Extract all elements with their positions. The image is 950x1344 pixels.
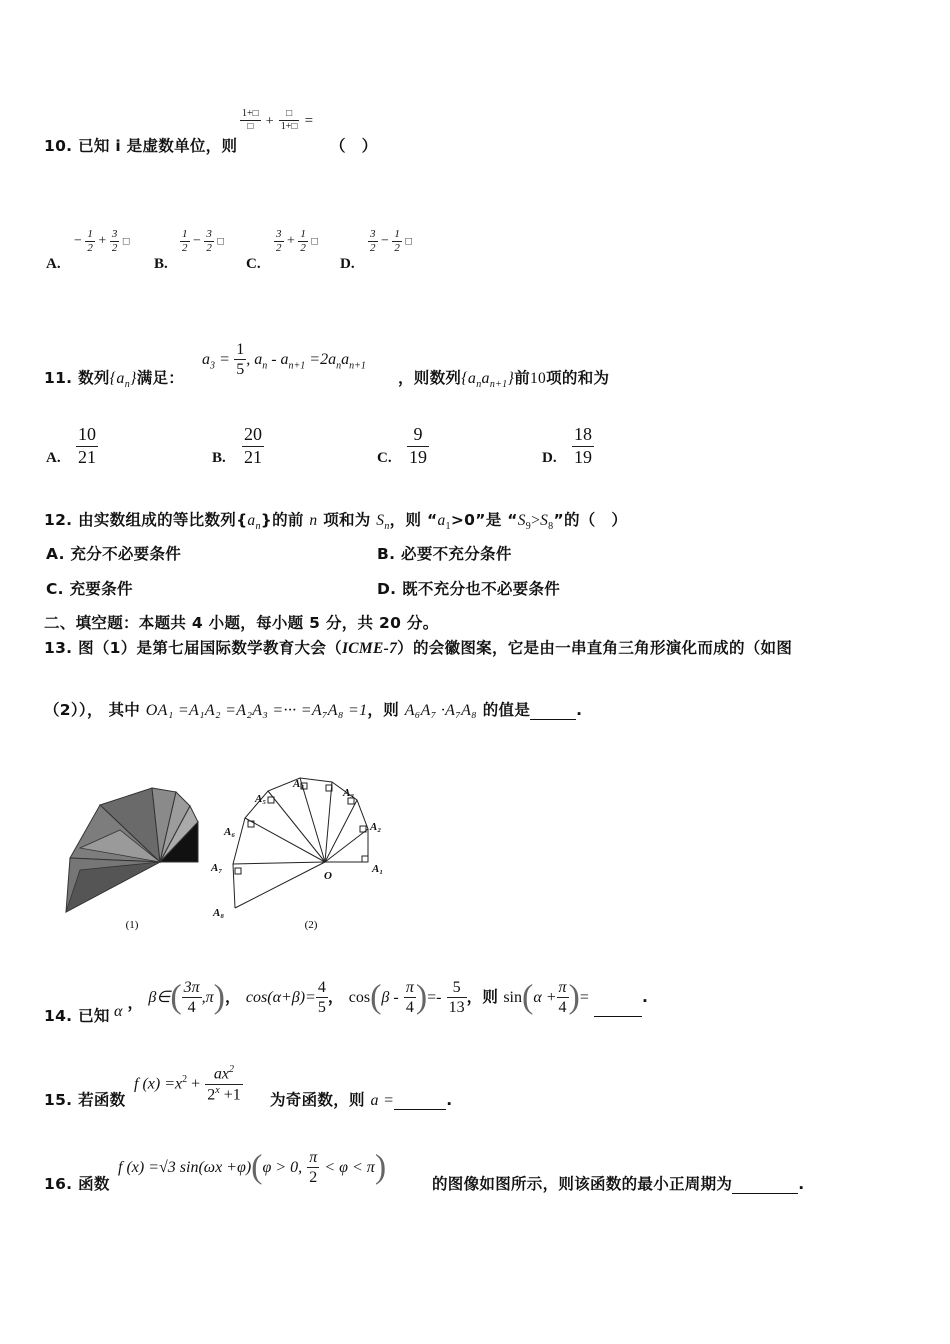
label-a3: A₃ <box>343 787 355 799</box>
q12-option-a[interactable]: A. 充分不必要条件 <box>46 545 182 563</box>
q11-stem-tail: ，则数列$\{a_na_{n+1}\}$前10项的和为 <box>398 369 610 391</box>
spiral-labels <box>210 778 383 919</box>
label-a7: A₇ <box>211 862 223 874</box>
q10-options: A. − $\frac{1}{2}$ + $\frac{3}{2}$ □ B. $\frac{1}{2}$ − $\frac{3}{2}$ □ C. $\frac{3}{2}$ + $\frac{1}{2}$ □ D. $\frac{3}{2}$ − $\frac{1}{2}$ □ <box>46 228 413 272</box>
q13-figure-2 <box>205 768 395 940</box>
q10-expression: $\frac{1+□}{□}$ + $\frac{□}{1+□}$ = <box>242 108 314 132</box>
label-a2: A₂ <box>370 821 382 833</box>
q10-answer-paren: （ ） <box>330 137 378 155</box>
q16-answer-blank[interactable] <box>732 1193 798 1194</box>
q12-option-b[interactable]: B. 必要不充分条件 <box>377 545 512 563</box>
q16-expression: f (x) =√3 sin(ωx +φ)(φ > 0, $\frac{\pi}{2}$ < φ < π) <box>118 1148 387 1187</box>
q11-condition: $a_3$ = $\frac{1}{5}$ , $a_n - a_{n+1} =2a_na_{n+1}$ <box>202 341 366 379</box>
q15-tail: 为奇函数，则 a = . <box>270 1091 453 1109</box>
q13-line1: 13. 图（1）是第七届国际数学教育大会（ICME-7）的会徽图案，它是由一串直角三角形演化而成的（如图 <box>44 639 793 657</box>
q10-stem: 10. 已知 i 是虚数单位，则 <box>44 137 238 155</box>
section-title: 二、填空题：本题共 4 小题，每小题 5 分，共 20 分。 <box>44 614 439 632</box>
q13-dot-product: A₆A₇ ·A₇A₈ <box>404 702 478 719</box>
emblem-fan <box>66 788 198 912</box>
q12-stem: 12. 由实数组成的等比数列$\{a_n\}$的前 n 项和为 $S_n$，则 “$a_1>0$”是 “$S_9>S_8$”的（ ） <box>44 511 628 533</box>
q13-equation: OA₁ =A₁A₂ =A₂A₃ =··· =A₇A₈ =1 <box>145 702 368 719</box>
q13-line2: （2））， 其中 OA₁ =A₁A₂ =A₂A₃ =··· =A₇A₈ =1，则 A₆A₇ ·A₇A₈ 的值是 . <box>44 701 583 719</box>
q12-option-c[interactable]: C. 充要条件 <box>46 580 133 598</box>
q11-stem: 11. 数列$\{a_n\}$满足： <box>44 369 185 391</box>
q14-number: 14. 已知 <box>44 1007 110 1025</box>
figure-2-caption: (2) <box>304 919 318 931</box>
q15-expression: f $(x) =x^2$ + $\frac{ax^2}{2^x +1}$ <box>134 1064 241 1103</box>
q13-answer-blank[interactable] <box>530 719 576 720</box>
label-a4: A₄ <box>293 778 305 790</box>
q14-answer-blank[interactable] <box>594 1016 642 1017</box>
q16-tail: 的图像如图所示，则该函数的最小正周期为 . <box>432 1175 805 1193</box>
label-a5: A₅ <box>255 793 267 805</box>
label-a1: A₁ <box>372 863 384 875</box>
label-a6: A₆ <box>224 826 236 838</box>
q12-option-d[interactable]: D. 既不充分也不必要条件 <box>377 580 561 598</box>
q13-figure-1 <box>60 770 210 940</box>
q15-answer-blank[interactable] <box>394 1109 446 1110</box>
label-o: O <box>324 870 332 882</box>
label-a8: A₈ <box>213 907 225 919</box>
q15-number: 15. 若函数 <box>44 1091 126 1109</box>
q16-number: 16. 函数 <box>44 1175 110 1193</box>
q14-expression: α ， β∈( $\frac{3\pi}{4}$ ,π)， cos(α+β)= $\frac{4}{5}$ ， cos(β - $\frac{\pi}{4}$ )=- $\frac{5}{13}$ ，则 sin(α + $\frac{\pi}{4}$ )= . <box>114 978 649 1021</box>
q11-options: A. $\frac{10}{21}$ B. $\frac{20}{21}$ C. $\frac{9}{19}$ D. $\frac{18}{19}$ <box>46 424 592 467</box>
figure-1-caption: (1) <box>125 919 139 931</box>
